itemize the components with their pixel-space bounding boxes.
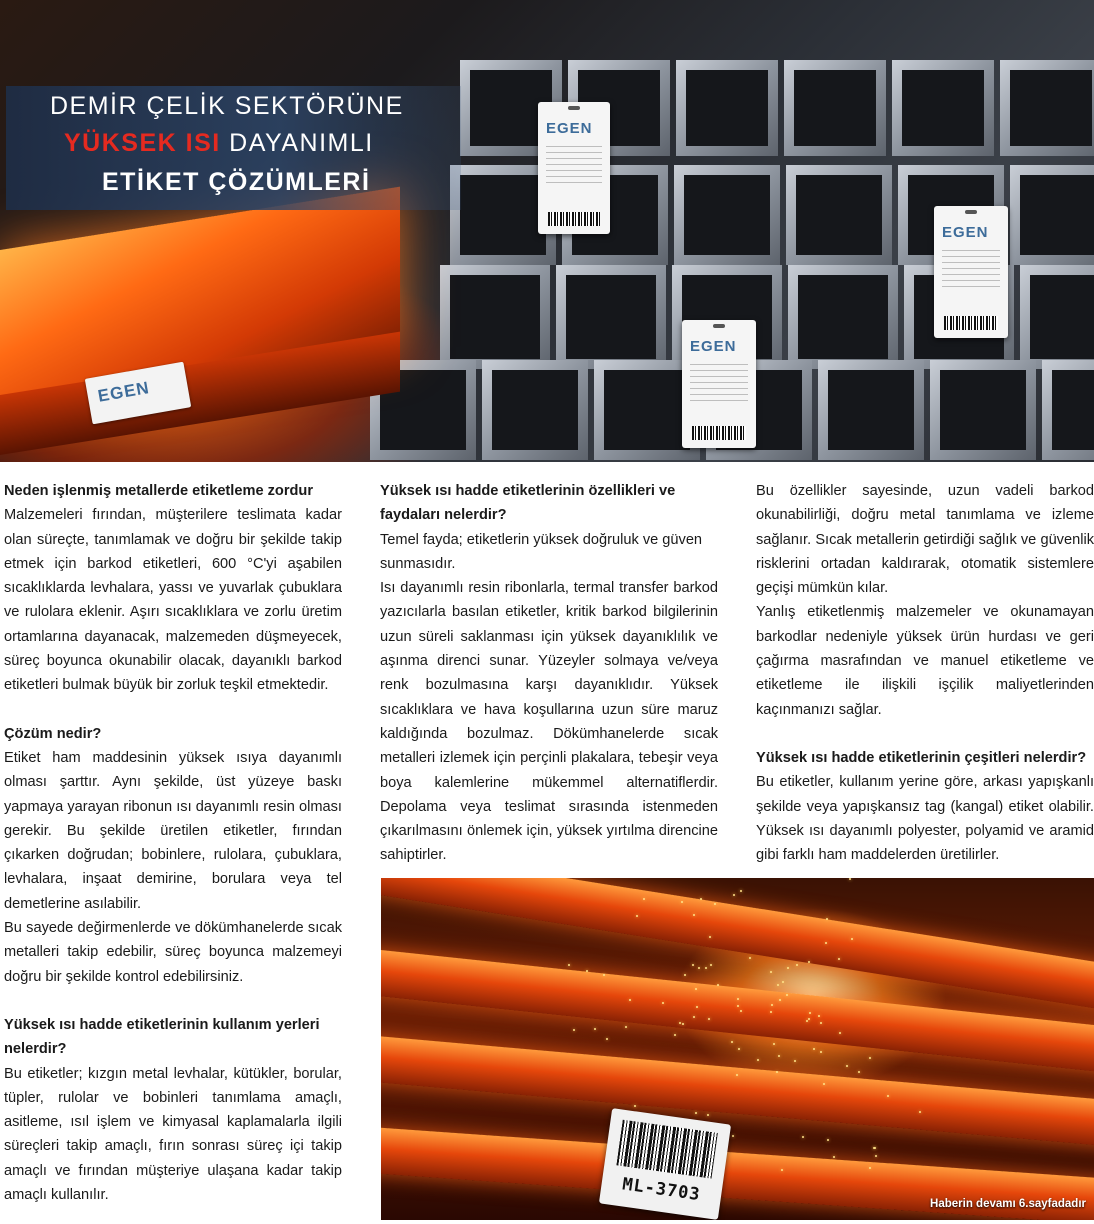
- spark: [869, 1167, 871, 1169]
- steel-tube-opening: [492, 370, 578, 450]
- spark: [823, 1083, 825, 1085]
- spark: [705, 967, 707, 969]
- spark: [634, 1105, 636, 1107]
- steel-tube-opening: [902, 70, 984, 146]
- spark: [674, 1034, 676, 1036]
- spark: [786, 994, 788, 996]
- article-column-1: [4, 479, 342, 1207]
- spark: [625, 1026, 627, 1028]
- steel-tube-opening: [798, 275, 888, 359]
- spark: [707, 1114, 709, 1116]
- article-column-2: [380, 479, 718, 868]
- tag-hole: [965, 210, 977, 214]
- headline-line-1: DEMİR ÇELİK SEKTÖRÜNE: [50, 92, 404, 120]
- steel-tube-opening: [604, 370, 690, 450]
- spark: [826, 918, 828, 920]
- spark: [839, 1032, 841, 1034]
- spark: [684, 974, 686, 976]
- spark: [875, 1155, 877, 1157]
- spark: [710, 964, 712, 966]
- spark: [779, 999, 781, 1001]
- barcode-code: ML-3703: [621, 1174, 702, 1206]
- hang-tag-1: [538, 102, 610, 234]
- spark: [757, 1059, 759, 1061]
- hot-rolled-bars-photo: [381, 878, 1094, 1220]
- tag-logo: EGEN: [690, 338, 737, 355]
- spark: [887, 1095, 889, 1097]
- spark: [802, 1136, 804, 1138]
- spark: [603, 974, 605, 976]
- headline-line-3: ETİKET ÇÖZÜMLERİ: [102, 168, 371, 196]
- spark: [773, 1043, 775, 1045]
- tag-barcode: [944, 316, 998, 330]
- paragraph: Etiket ham maddesinin yüksek ısıya dayanımlı olması şarttır. Aynı şekilde, üst yüzeye baskı yapmaya yarayan ribonun ısı dayanımlı resin olması gerekir. Bu şekilde üretilen etiketler, fırından çıkarken doğrudan; bobinlere, rulolara, çubuklara, levhalara, inşaat demirine, borulara veya tel demetlerine asılabilir.: [4, 749, 342, 912]
- spark: [696, 1006, 698, 1008]
- steel-tube-opening: [1030, 275, 1094, 359]
- spark: [846, 1065, 848, 1067]
- steel-tube-opening: [940, 370, 1026, 450]
- steel-tube-opening: [450, 275, 540, 359]
- tag-logo: EGEN: [546, 120, 593, 137]
- spark: [731, 1041, 733, 1043]
- spark: [827, 1139, 829, 1141]
- spark: [851, 938, 853, 940]
- paragraph: Malzemeleri fırından, müşterilere teslimata kadar olan süreçte, tanımlamak ve doğru bir şekilde takip etmek için barkod etiketleri, 600 °C'yi aşabilen sıcaklıklarda levhalara, yassı ve yuvarlak çubuklara ve rulolara eklenir. Aşırı sıcaklıklara ve zorlu üretim ortamlarına dayanacak, malzemeden düşmeyecek, süreç boyunca okunabilir olacak, dayanıklı barkod etiketleri bulmak büyük bir zorluk teşkil etmektedir.: [4, 507, 342, 694]
- spark: [693, 914, 695, 916]
- hang-tag-3: [682, 320, 756, 448]
- steel-tube-opening: [460, 175, 546, 255]
- spark: [874, 1147, 876, 1149]
- steel-tube-opening: [794, 70, 876, 146]
- spark: [794, 1060, 796, 1062]
- headline-highlight: YÜKSEK ISI: [64, 129, 221, 157]
- spark: [708, 1018, 710, 1020]
- spark: [692, 964, 694, 966]
- spark: [573, 1029, 575, 1031]
- continued-caption: Haberin devamı 6.sayfadadır: [930, 1198, 1086, 1210]
- steel-tube-opening: [1052, 370, 1094, 450]
- section-heading: Çözüm nedir?: [4, 725, 102, 742]
- headline-line-2-rest: DAYANIMLI: [220, 129, 374, 157]
- spark: [777, 984, 779, 986]
- slab-label-logo: EGEN: [96, 378, 152, 406]
- paragraph: Yanlış etiketlenmiş malzemeler ve okunamayan barkodlar nedeniyle yüksek ürün hurdası ve geri çağırma masrafından ve manuel etiketleme ve etiketleme ile ilişkili işçilik maliyetlerinden kaçınmanızı sağlar.: [756, 604, 1094, 718]
- paragraph: Bu özellikler sayesinde, uzun vadeli barkod okunabilirliği, doğru metal tanımlama ve izleme sağlanır. Sıcak metallerin getirdiği sağlık ve güvenlik risklerini ortadan kaldırarak, otomatik sistemlere geçişi mümkün kılar.: [756, 483, 1094, 597]
- paragraph: Temel fayda; etiketlerin yüksek doğruluk ve güven sunmasıdır.: [380, 531, 703, 572]
- spark: [749, 957, 751, 959]
- spark: [733, 894, 735, 896]
- spark: [782, 981, 784, 983]
- paragraph: Bu etiketler, kullanım yerine göre, arkası yapışkanlı şekilde veya yapışkansız tag (kangal) etiket olabilir. Yüksek ısı dayanımlı polyester, polyamid ve aramid gibi farklı ham maddelerden üretilirler.: [756, 774, 1094, 864]
- spark: [695, 988, 697, 990]
- spark: [679, 1022, 681, 1024]
- tag-logo: EGEN: [942, 224, 989, 241]
- spark: [778, 1055, 780, 1057]
- steel-tube-opening: [566, 275, 656, 359]
- spark: [594, 1028, 596, 1030]
- tag-text-lines: [690, 364, 748, 404]
- paragraph: Bu etiketler; kızgın metal levhalar, kütükler, borular, tüpler, rulolar ve bobinleri tanımlama amaçlı, asitleme, ısıl işlem ve kimyasal kaplamalarla ilgili süreçleri takip amaçlı, fırın sonrası süreç içi takip amaçlı ve fırından müşteriye ulaşana kadar takip amaçlı kullanılır.: [4, 1065, 342, 1204]
- spark: [698, 967, 700, 969]
- spark: [820, 1051, 822, 1053]
- barcode-label: [599, 1108, 731, 1220]
- tag-barcode: [548, 212, 600, 226]
- spark: [695, 1112, 697, 1114]
- barcode-icon: [616, 1120, 717, 1179]
- hero-image: [0, 0, 1094, 462]
- spark: [606, 1038, 608, 1040]
- spark: [770, 971, 772, 973]
- section-heading: Yüksek ısı hadde etiketlerinin kullanım yerleri nelerdir?: [4, 1016, 320, 1058]
- spark: [858, 1071, 860, 1073]
- paragraph: Bu sayede değirmenlerde ve dökümhanelerde sıcak metalleri takip edebilir, süreç boyunca malzemeyi doğru bir şekilde kontrol edebilirsiniz.: [4, 920, 342, 985]
- spark: [738, 1048, 740, 1050]
- steel-tube-opening: [686, 70, 768, 146]
- section-heading: Yüksek ısı hadde etiketlerinin özellikleri ve faydaları nelerdir?: [380, 483, 676, 524]
- section-heading: Neden işlenmiş metallerde etiketleme zordur: [4, 483, 314, 499]
- headline-banner: [6, 86, 461, 210]
- spark: [796, 964, 798, 966]
- spark: [919, 1111, 921, 1113]
- spark: [869, 1057, 871, 1059]
- spark: [732, 1135, 734, 1137]
- tag-barcode: [692, 426, 746, 440]
- section-heading: Yüksek ısı hadde etiketlerinin çeşitleri nelerdir?: [756, 749, 1087, 766]
- spark: [740, 890, 742, 892]
- spark: [568, 964, 570, 966]
- article-column-3: [756, 479, 1094, 867]
- steel-tube-opening: [1020, 175, 1094, 255]
- headline-line-2: [64, 129, 374, 158]
- spark: [808, 961, 810, 963]
- steel-tube-opening: [796, 175, 882, 255]
- steel-tube-opening: [828, 370, 914, 450]
- tag-hole: [568, 106, 580, 110]
- steel-tube-opening: [684, 175, 770, 255]
- spark: [813, 1048, 815, 1050]
- spark: [808, 1018, 810, 1020]
- spark: [833, 1156, 835, 1158]
- spark: [787, 967, 789, 969]
- spark: [740, 1010, 742, 1012]
- tag-text-lines: [546, 146, 602, 186]
- spark: [770, 1011, 772, 1013]
- spark: [838, 958, 840, 960]
- tag-hole: [713, 324, 725, 328]
- spark: [818, 1015, 820, 1017]
- paragraph: Isı dayanımlı resin ribonlarla, termal transfer barkod yazıcılarla basılan etiketler, kritik barkod bilgilerinin uzun süreli saklanması için yüksek dayanıklılık ve aşınma direnci sunar. Yüzeyler solmaya ve/veya renk bozulmasına karşı dayanıklıdır. Yüksek sıcaklıklara ve hava koşullarına uzun süre maruz kaldığında bozulmaz. Dökümhanelerde sıcak metalleri izlemek için perçinli plakalara, tebeşir veya boya kalemlerine mükemmel alternatiflerdir. Depolama veya teslimat sırasında istenmeden çıkarılmasını önlemek için, yüksek yırtılma direncine sahiptirler.: [380, 580, 718, 864]
- tag-text-lines: [942, 250, 1000, 290]
- spark: [849, 878, 851, 880]
- steel-tube-opening: [1010, 70, 1092, 146]
- hang-tag-2: [934, 206, 1008, 338]
